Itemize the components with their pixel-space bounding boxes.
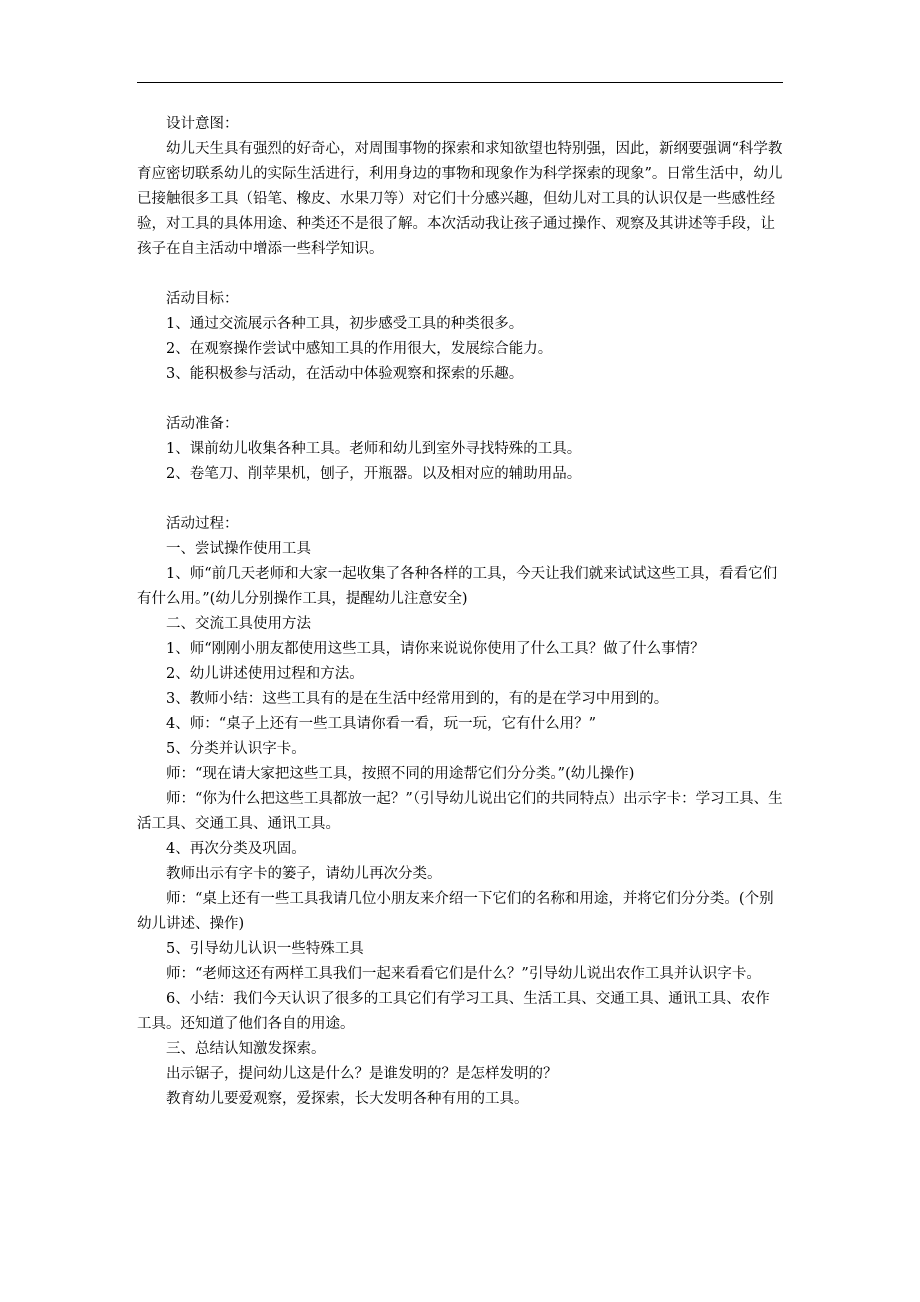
process-line: 6、小结：我们今天认识了很多的工具它们有学习工具、生活工具、交通工具、通讯工具、农作工具。还知道了他们各自的用途。 [137,991,770,1032]
goal-item: 3、能积极参与活动，在活动中体验观察和探索的乐趣。 [166,366,524,382]
spacer [137,487,783,512]
prep-item: 1、课前幼儿收集各种工具。老师和幼儿到室外寻找特殊的工具。 [166,441,582,457]
process-line: 出示锯子，提问幼儿这是什么？是谁发明的？是怎样发明的？ [166,1066,558,1082]
design-intent-section [137,112,783,262]
process-line: 师：“你为什么把这些工具都放一起？”（引导幼儿说出它们的共同特点）出示字卡：学习工具、生活工具、交通工具、通讯工具。 [137,791,783,832]
process-line: 师：“现在请大家把这些工具，按照不同的用途帮它们分分类。”(幼儿操作) [166,766,635,782]
process-line: 三、总结认知激发探索。 [166,1041,326,1057]
process-line: 1、师“前几天老师和大家一起收集了各种各样的工具，今天让我们就来试试这些工具，看看它们有什么用。”(幼儿分别操作工具，提醒幼儿注意安全) [137,566,778,607]
section-heading: 活动目标： [166,291,239,307]
process-line: 5、引导幼儿认识一些特殊工具 [166,941,364,957]
process-line: 教师出示有字卡的篓子，请幼儿再次分类。 [166,866,442,882]
goal-item: 2、在观察操作尝试中感知工具的作用很大，发展综合能力。 [166,341,553,357]
process-line: 师：“桌上还有一些工具我请几位小朋友来介绍一下它们的名称和用途，并将它们分分类。(个别幼儿讲述、操作) [137,891,774,932]
process-line: 2、幼儿讲述使用过程和方法。 [166,666,364,682]
process-line: 3、教师小结：这些工具有的是在生活中经常用到的，有的是在学习中用到的。 [166,691,669,707]
prep-item: 2、卷笔刀、削苹果机，刨子，开瓶器。以及相对应的辅助用品。 [166,466,582,482]
section-heading: 活动准备： [166,416,239,432]
design-paragraph: 幼儿天生具有强烈的好奇心，对周围事物的探索和求知欲望也特别强，因此，新纲要强调“科学教育应密切联系幼儿的实际生活进行，利用身边的事物和现象作为科学探索的现象”。日常生活中，幼儿已接触很多工具（铅笔、橡皮、水果刀等）对它们十分感兴趣，但幼儿对工具的认识仅是一些感性经验，对工具的具体用途、种类还不是很了解。本次活动我让孩子通过操作、观察及其讲述等手段，让孩子在自主活动中增添一些科学知识。 [137,141,783,257]
section-heading: 设计意图： [166,116,239,132]
process-line: 4、再次分类及巩固。 [166,841,306,857]
goal-item: 1、通过交流展示各种工具，初步感受工具的种类很多。 [166,316,524,332]
spacer [137,387,783,412]
process-line: 1、师“刚刚小朋友都使用这些工具，请你来说说你使用了什么工具？做了什么事情？ [166,641,705,657]
activity-prep-section [137,412,783,487]
process-line: 4、师：“桌子上还有一些工具请你看一看，玩一玩，它有什么用？” [166,716,597,732]
header-rule [137,82,783,83]
process-line: 二、交流工具使用方法 [166,616,311,632]
activity-process-section [137,512,783,1112]
spacer [137,262,783,287]
section-heading: 活动过程： [166,516,239,532]
process-line: 5、分类并认识字卡。 [166,741,306,757]
process-line: 一、尝试操作使用工具 [166,541,311,557]
process-line: 教育幼儿要爱观察，爱探索，长大发明各种有用的工具。 [166,1091,529,1107]
document-body [137,112,783,1112]
process-line: 师：“老师这还有两样工具我们一起来看看它们是什么？”引导幼儿说出农作工具并认识字卡。 [166,966,761,982]
activity-goals-section [137,287,783,387]
